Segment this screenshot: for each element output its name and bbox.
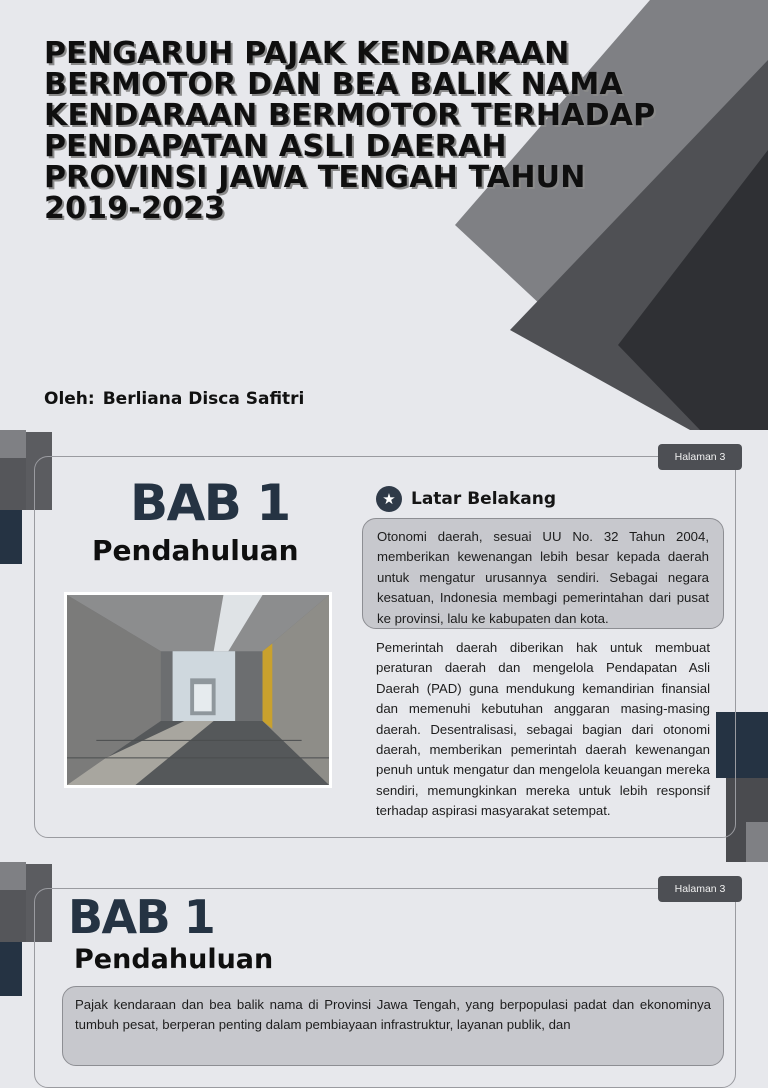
deco-square-dark (0, 890, 26, 942)
paragraph-1: Otonomi daerah, sesuai UU No. 32 Tahun 2004, memberikan kewenangan lebih besar kepada daerah untuk mengatur urusannya sendiri. Sebagai negara kesatuan, Indonesia membagi pemerintahan dari pusat ke provinsi, lalu ke kabupaten dan kota. (377, 529, 709, 626)
paragraph-1: Pajak kendaraan dan bea balik nama di Provinsi Jawa Tengah, yang berpopulasi padat dan ekonominya tumbuh pesat, berperan penting dalam pembiayaan infrastruktur, layanan publik, dan (75, 997, 711, 1033)
star-icon: ★ (376, 486, 402, 512)
cover-slide (0, 0, 768, 430)
slide-bab1-continued (0, 862, 768, 1033)
cover-title-line: 2019-2023 (44, 191, 226, 226)
deco-square-navy (0, 942, 22, 996)
author-label: Oleh: (44, 389, 95, 409)
page-badge: Halaman 3 (658, 444, 742, 470)
cover-title-line: PENDAPATAN ASLI DAERAH (44, 129, 507, 164)
section-title: Latar Belakang (411, 489, 557, 509)
deco-square-light (0, 862, 26, 890)
deco-square-light (0, 430, 26, 458)
paragraph-box (62, 986, 724, 1066)
chapter-subtitle: Pendahuluan (74, 944, 274, 975)
cover-author (44, 389, 312, 409)
cover-title-line: BERMOTOR DAN BEA BALIK NAMA (44, 67, 623, 102)
cover-title-line: KENDARAAN BERMOTOR TERHADAP (44, 98, 656, 133)
deco-square-navy (0, 510, 22, 564)
cover-title-line: PENGARUH PAJAK KENDARAAN (44, 36, 570, 71)
chapter-title: BAB 1 (68, 890, 215, 944)
corridor-photo-drawing (67, 595, 329, 785)
deco-square-dark (0, 458, 26, 510)
chapter-title: BAB 1 (130, 474, 290, 532)
paragraph-2: Pemerintah daerah diberikan hak untuk membuat peraturan daerah dan mengelola Pendapatan Asli Daerah (PAD) guna mendukung kemandirian finansial dan memenuhi kebutuhan anggaran masing-masing daerah. Desentralisasi, sebagai bagian dari otonomi daerah, memberikan pemerintah daerah kewenangan penuh untuk mengatur dan mengelola keuangan mereka sendiri, memungkinkan mereka untuk lebih responsif terhadap aspirasi masyarakat setempat. (376, 640, 710, 819)
author-name: Berliana Disca Safitri (102, 389, 305, 409)
slide-bab1-latar-belakang (0, 430, 768, 862)
deco-square-light-right (746, 822, 768, 862)
page-badge: Halaman 3 (658, 876, 742, 902)
cover-title (44, 38, 724, 224)
paragraph-box (362, 518, 724, 629)
section-heading (376, 486, 556, 512)
corridor-photo (64, 592, 332, 788)
cover-title-line: PROVINSI JAWA TENGAH TAHUN (44, 160, 586, 195)
chapter-subtitle: Pendahuluan (92, 534, 299, 567)
